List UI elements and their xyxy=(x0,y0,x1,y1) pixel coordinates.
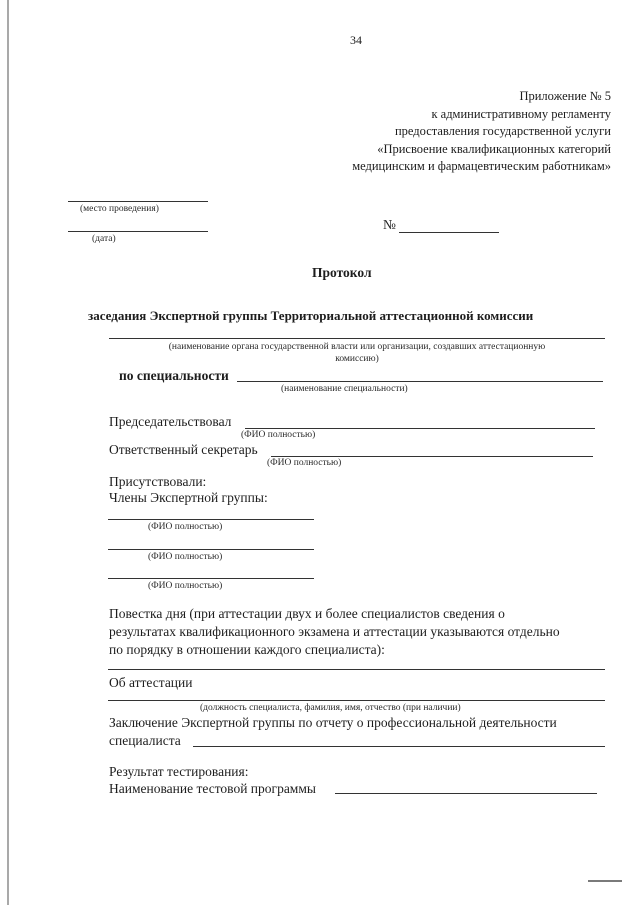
agenda-line1: Повестка дня (при аттестации двух и более специалистов сведения о xyxy=(109,606,505,621)
specialist-blank-line xyxy=(108,700,605,701)
appendix-line: «Присвоение квалификационных категорий xyxy=(377,141,611,156)
conclusion-line2: специалиста xyxy=(109,733,181,748)
appendix-line: медицинским и фармацевтическим работникам» xyxy=(352,159,611,173)
appendix-line: Приложение № 5 xyxy=(519,89,611,103)
test-result-label: Результат тестирования: xyxy=(109,764,249,779)
chairman-blank-line xyxy=(245,428,595,429)
date-caption: (дата) xyxy=(92,234,116,244)
scan-edge-mark xyxy=(588,880,622,882)
org-caption-line1: (наименование органа государственной власти или организации, создавших аттестационную xyxy=(168,342,546,352)
place-blank-line xyxy=(68,201,208,202)
agenda-line3: по порядку в отношении каждого специалиста): xyxy=(109,642,385,657)
org-blank-line xyxy=(109,338,605,339)
conclusion-blank-line xyxy=(193,746,605,747)
protocol-number-label: № xyxy=(383,217,396,232)
secretary-label: Ответственный секретарь xyxy=(109,442,258,457)
chairman-caption: (ФИО полностью) xyxy=(241,430,316,440)
member-blank-line xyxy=(108,578,314,579)
org-caption-line2: комиссию) xyxy=(335,354,379,364)
members-label: Члены Экспертной группы: xyxy=(109,490,268,505)
secretary-blank-line xyxy=(271,456,593,457)
page-number: 34 xyxy=(350,33,362,47)
secretary-caption: (ФИО полностью) xyxy=(267,458,342,468)
specialty-caption: (наименование специальности) xyxy=(281,384,408,394)
protocol-number-line xyxy=(399,232,499,233)
conclusion-line1: Заключение Экспертной группы по отчету о профессиональной деятельности xyxy=(109,715,557,730)
document-title: Протокол xyxy=(312,265,372,280)
agenda-line2: результатах квалификационного экзамена и аттестации указываются отдельно xyxy=(109,624,560,639)
document-subtitle: заседания Экспертной группы Территориальной аттестационной комиссии xyxy=(88,308,534,323)
page-edge-shadow xyxy=(7,0,9,905)
present-label: Присутствовали: xyxy=(109,474,207,489)
member-blank-line xyxy=(108,549,314,550)
member-caption: (ФИО полностью) xyxy=(148,581,223,591)
agenda-blank-line xyxy=(108,669,605,670)
specialty-label: по специальности xyxy=(119,368,229,383)
member-caption: (ФИО полностью) xyxy=(148,552,223,562)
specialist-caption: (должность специалиста, фамилия, имя, отчество (при наличии) xyxy=(200,703,461,713)
attestation-label: Об аттестации xyxy=(109,675,193,690)
member-blank-line xyxy=(108,519,314,520)
appendix-line: предоставления государственной услуги xyxy=(394,124,611,138)
chairman-label: Председательствовал xyxy=(109,414,232,429)
appendix-line: к административному регламенту xyxy=(431,106,611,121)
test-program-label: Наименование тестовой программы xyxy=(109,781,316,796)
test-program-blank-line xyxy=(335,793,597,794)
date-blank-line xyxy=(68,231,208,232)
appendix-block xyxy=(352,88,611,176)
member-caption: (ФИО полностью) xyxy=(148,522,223,532)
specialty-blank-line xyxy=(237,381,603,382)
place-caption: (место проведения) xyxy=(80,204,159,214)
